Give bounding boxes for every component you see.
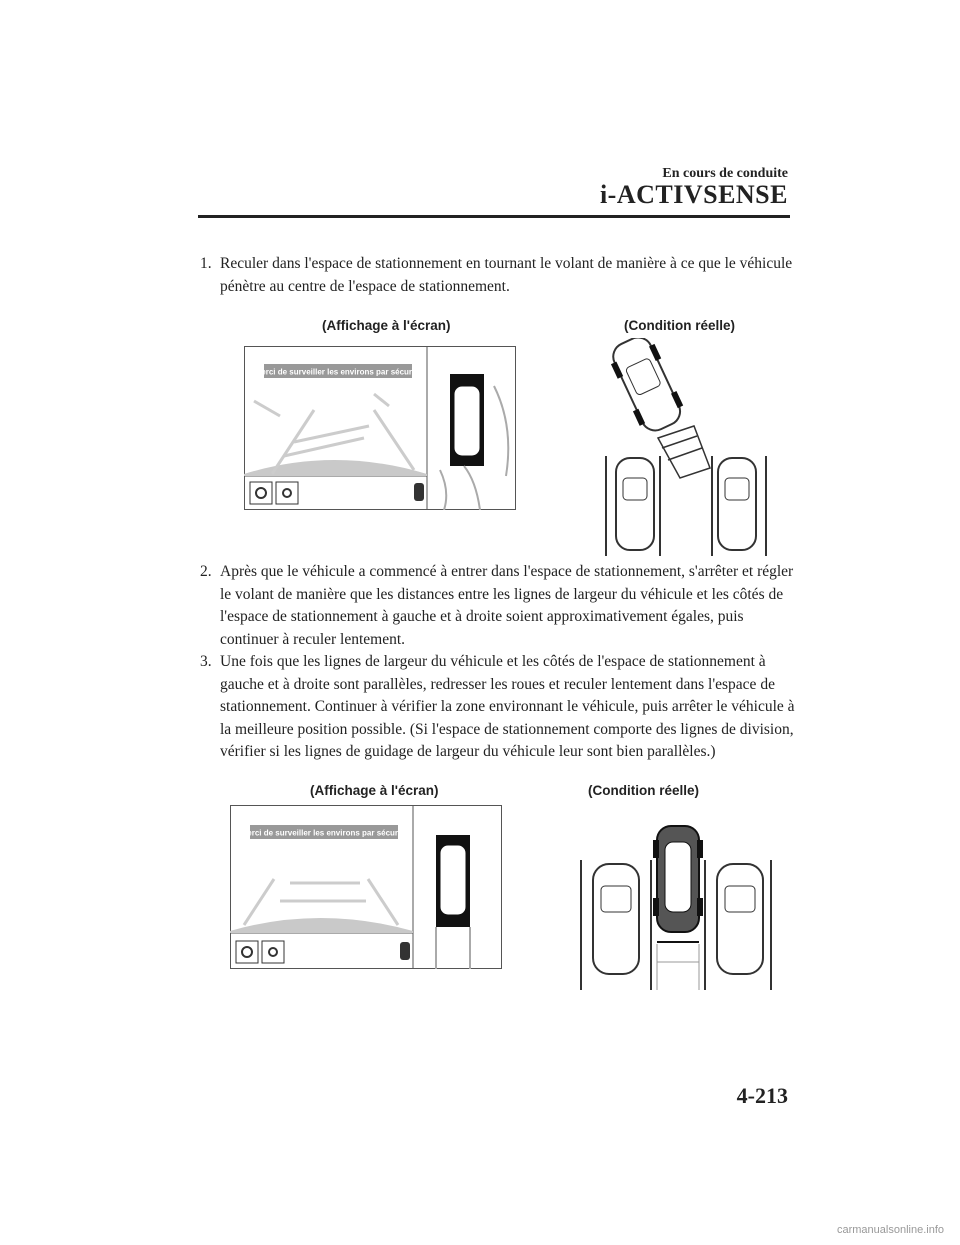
parked-car-left	[593, 864, 639, 974]
vehicle-top-icon	[414, 483, 424, 501]
figure-2-actual-diagram	[575, 820, 775, 1000]
camera-banner: Merci de surveiller les environs par sécurité	[254, 367, 422, 377]
figure-1-actual-caption: (Condition réelle)	[624, 318, 735, 333]
figure-2-actual-caption: (Condition réelle)	[588, 783, 699, 798]
vehicle-top-icon	[400, 942, 410, 960]
page-number: 4-213	[736, 1083, 788, 1108]
step-number: 2.	[200, 563, 212, 580]
figure-1-screen-caption: (Affichage à l'écran)	[322, 318, 451, 333]
parked-car-right	[718, 458, 756, 550]
header-rule	[198, 215, 790, 218]
figure-1-actual-diagram	[598, 338, 788, 556]
figure-2-screen-display	[230, 805, 502, 969]
camera-view-icon	[236, 941, 258, 963]
settings-gear-icon	[262, 941, 284, 963]
step-number: 1.	[200, 255, 212, 272]
reversing-car	[605, 338, 688, 437]
step-3	[200, 651, 800, 764]
step-text: Une fois que les lignes de largeur du véhicule et les côtés de l'espace de stationnement à gauche et à droite sont parallèles, redresser les roues et reculer lentement dans l'espace de stationnement. Continuer à vérifier la zone environnant le véhicule, puis arrêter le véhicule à la meilleure position possible. (Si l'espace de stationnement comporte des lignes de division, vérifier si les lignes de guidage de largeur du véhicule leur sont bien parallèles.)	[220, 653, 795, 760]
reversing-car	[653, 826, 703, 932]
figure-1-screen-display	[244, 346, 516, 510]
watermark: carmanualsonline.info	[836, 1224, 944, 1236]
settings-gear-icon	[276, 482, 298, 504]
parked-car-left	[616, 458, 654, 550]
figure-2-screen-caption: (Affichage à l'écran)	[310, 783, 439, 798]
step-1	[200, 253, 800, 298]
step-number: 3.	[200, 653, 212, 670]
step-text: Après que le véhicule a commencé à entrer dans l'espace de stationnement, s'arrêter et régler le volant de manière que les distances entre les lignes de largeur du véhicule et les côtés de l'espace de stationnement à gauche et à droite soient approximativement égales, puis continuer à reculer lentement.	[220, 563, 794, 648]
section-label: En cours de conduite	[662, 166, 788, 181]
section-title: i-ACTIVSENSE	[599, 180, 788, 209]
step-2	[200, 561, 800, 651]
camera-banner: Merci de surveiller les environs par sécurité	[240, 828, 408, 838]
camera-view-icon	[250, 482, 272, 504]
parked-car-right	[717, 864, 763, 974]
step-text: Reculer dans l'espace de stationnement en tournant le volant de manière à ce que le véhicule pénètre au centre de l'espace de stationnement.	[220, 255, 793, 295]
